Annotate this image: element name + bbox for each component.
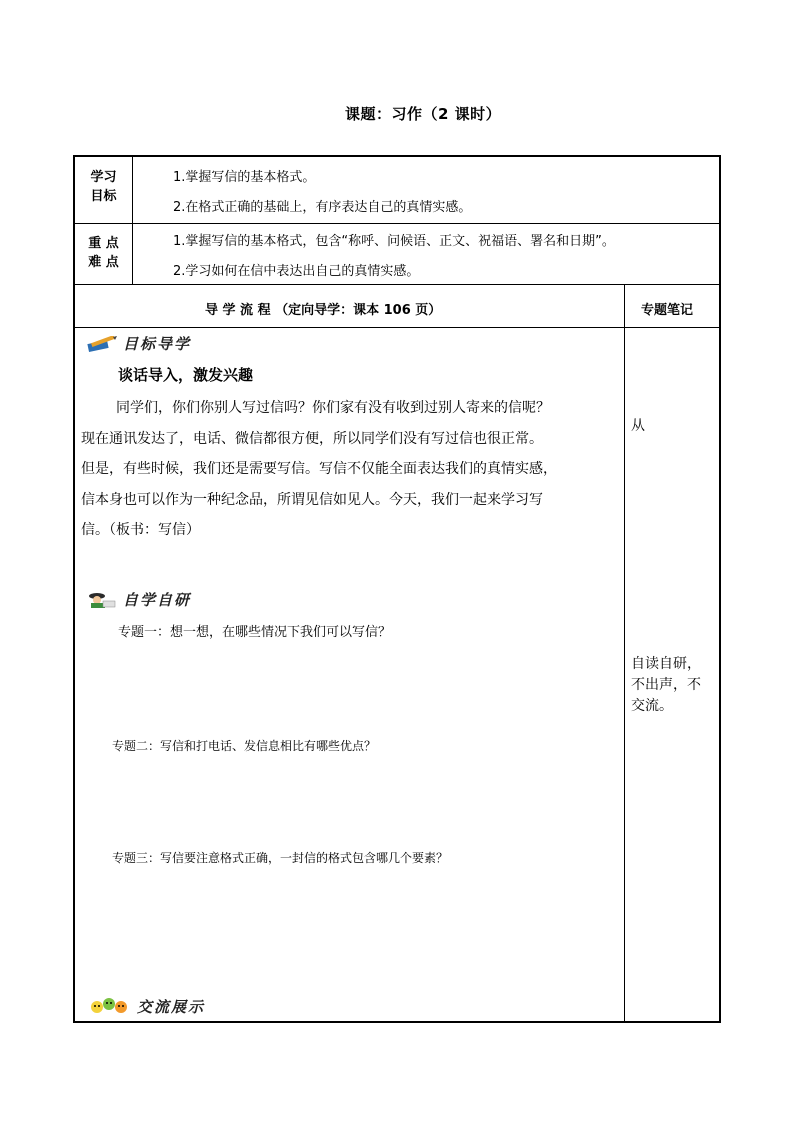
- target-banner: 目标导学: [87, 333, 191, 354]
- note-self-study: 自读自研， 不出声，不 交流。: [631, 656, 701, 714]
- notes-header: 专题笔记: [641, 303, 694, 318]
- page-title: 课题：习作（2 课时）: [345, 105, 502, 123]
- characters-icon: [89, 995, 131, 1017]
- self-study-banner: 自学自研: [87, 589, 191, 610]
- flow-header: 导 学 流 程 （定向导学：课本 106 页）: [205, 303, 442, 318]
- row-divider: [75, 223, 719, 224]
- column-divider: [132, 157, 133, 284]
- exchange-banner: 交流展示: [89, 995, 205, 1017]
- goal-item: 1.掌握写信的基本格式。: [173, 170, 316, 185]
- topic-one: 专题一：想一想，在哪些情况下我们可以写信？: [118, 625, 392, 640]
- topic-three: 专题三：写信要注意格式正确，一封信的格式包含哪几个要素？: [112, 851, 449, 865]
- key-points-label: 重 点 难 点: [88, 236, 119, 270]
- key-point-item: 1.掌握写信的基本格式，包含“称呼、问候语、正文、祝福语、署名和日期”。: [173, 234, 615, 249]
- lesson-table: [73, 155, 721, 1023]
- row-divider: [75, 327, 719, 328]
- goals-label: 学习 目标: [90, 170, 117, 204]
- column-divider: [624, 284, 625, 1021]
- intro-paragraph: 同学们，你们你别人写过信吗？你们家有没有收到过别人寄来的信呢？ 现在通讯发达了，电话、微信都很方便，所以同学们没有写过信也很正常。 但是，有些时候，我们还是需要写信。写信不仅能全面表达我们的真情实感， 信本身也可以作为一种纪念品，所谓见信如见人。今天，我们一起来学习写 信。（板书：写信）: [81, 400, 557, 538]
- key-point-item: 2.学习如何在信中表达出自己的真情实感。: [173, 264, 420, 279]
- pencil-book-icon: [87, 336, 117, 352]
- note-from: 从: [631, 418, 645, 434]
- intro-heading: 谈话导入，激发兴趣: [118, 366, 254, 384]
- topic-two: 专题二：写信和打电话、发信息相比有哪些优点？: [112, 739, 377, 753]
- student-reading-icon: [87, 591, 117, 609]
- row-divider: [75, 284, 719, 285]
- goal-item: 2.在格式正确的基础上，有序表达自己的真情实感。: [173, 200, 472, 215]
